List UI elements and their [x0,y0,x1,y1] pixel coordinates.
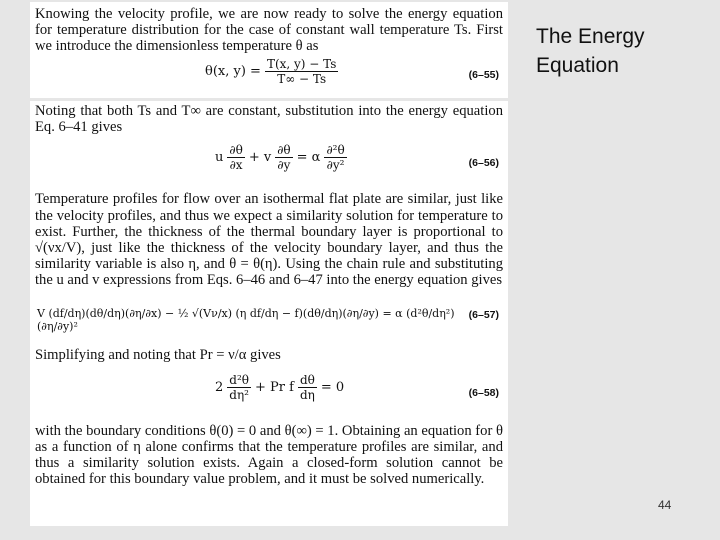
equation-6-56: u $\frac{\partial\theta}{\partial x}$ + v $\frac{\partial\theta}{\partial y}$ = α $\frac{\text{∂²θ}}{\text{∂y²}}$ (6–56) [215,143,499,173]
paragraph-intro: Knowing the velocity profile, we are now ready to solve the energy equation for temperature distribution for the case of constant wall temperature Ts. First we introduce the dimensionless temperature θ as [35,6,503,55]
eq-56-label: (6–56) [468,157,499,170]
equation-6-55 [35,55,503,99]
paragraph-simplify: Simplifying and noting that Pr = ν/α gives [35,346,281,363]
page-number: 44 [658,498,672,512]
eq-58-label: (6–58) [468,386,499,399]
paragraph-boundary-conditions: with the boundary conditions θ(0) = 0 and θ(∞) = 1. Obtaining an equation for θ as a function of η alone confirms that the temperature profiles are similar, and thus a similarity solution exists. Again a closed-form solution cannot be obtained for this boundary value problem, and it must be solved numerically. [35,422,503,488]
eq-57-body: V (df/dη)(dθ/dη)(∂η/∂x) − ½ √(Vν/x) (η df/dη − f)(dθ/dη)(∂η/∂y) = α (d²θ/dη²)(∂η/∂y)² [37,306,455,333]
eq-55-lhs: θ(x, y) = [205,63,261,79]
equation-6-57 [35,289,503,347]
paragraph-similarity: Temperature profiles for flow over an isothermal flat plate are similar, just like the velocity profiles, and thus we expect a similarity solution for temperature to exist. Further, the thickness of the thermal boundary layer is proportional to √(νx/V), just like the thickness of the velocity boundary layer, and thus the similarity variable is also η, and θ = θ(η). Using the chain rule and substituting the u and v expressions from Eqs. 6–46 and 6–47 into the energy equation gives [35,191,503,289]
textbook-excerpt-top [30,2,508,98]
eq-57-label: (6–57) [468,308,499,321]
slide-title: The Energy Equation [536,25,645,77]
eq-55-fraction: $\frac{T(x, y) - Ts}{T\infty - Ts}$ [266,56,337,86]
equation-6-58: 2 $\frac{\text{d²θ}}{\text{dη²}}$ + Pr f $\frac{d\theta}{d\eta}$ = 0 (6–58) [215,372,499,402]
eq-55-label: (6–55) [468,68,499,81]
textbook-excerpt-main [30,101,508,526]
paragraph-substitution: Noting that both Ts and T∞ are constant, substitution into the energy equation Eq. 6–41 gives [35,103,503,136]
